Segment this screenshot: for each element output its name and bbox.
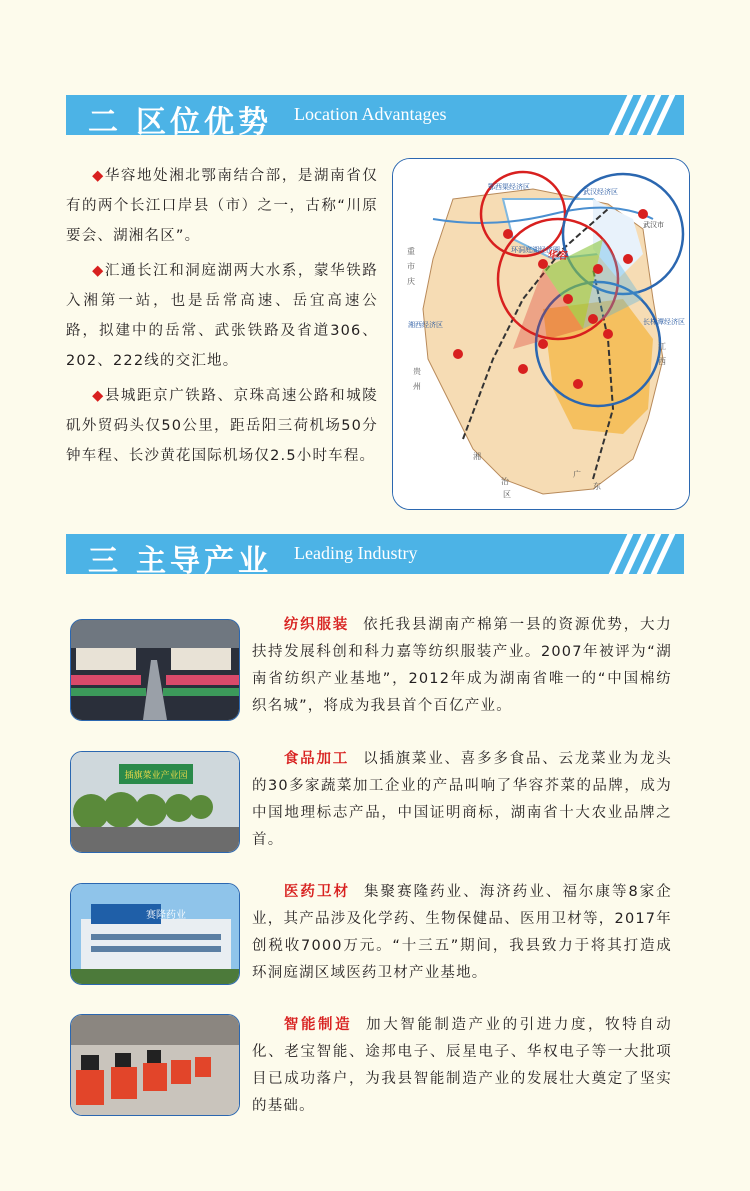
svg-text:区: 区 <box>503 490 511 499</box>
location-map <box>392 158 690 510</box>
section-number: 三 <box>88 544 118 574</box>
industry-food: 食品加工 以插旗菜业、喜多多食品、云龙菜业为龙头的30多家蔬菜加工企业的产品叫响了华容芥菜的品牌，成为中国地理标志产品，中国证明商标，湖南省十大农业品牌之首。 <box>252 751 672 848</box>
svg-text:治: 治 <box>501 477 509 486</box>
industry-textile: 纺织服装 依托我县湖南产棉第一县的资源优势，大力扶持发展科创和科力嘉等纺织服装产业。2007年被评为“湖南省纺织产业基地”，2012年成为湖南省唯一的“中国棉纺织名城”，将成为我县首个百亿产业。 <box>252 617 672 714</box>
section-number: 二 <box>88 105 118 135</box>
section-title: 主导产业 <box>136 544 272 574</box>
svg-text:插旗菜业产业园: 插旗菜业产业园 <box>124 771 188 781</box>
svg-text:华容: 华容 <box>548 251 568 262</box>
section-subtitle: Location Advantages <box>294 104 447 124</box>
section-title: 区位优势 <box>136 105 272 135</box>
stripes-decoration <box>606 534 676 574</box>
industry-medicine: 医药卫材 集聚赛隆药业、海济药业、福尔康等8家企业，其产品涉及化学药、生物保健品、医用卫材等，2017年创税收7000万元。“十三五”期间，我县致力于将其打造成环洞庭湖区域医药卫材产业基地。 <box>252 884 672 981</box>
industry-manufacturing: 智能制造 加大智能制造产业的引进力度，牧特自动化、老宝智能、途邦电子、辰星电子、华权电子等一大批项目已成功落户，为我县智能制造产业的发展壮大奠定了坚实的基础。 <box>252 1017 672 1114</box>
section-banner-industry <box>66 534 684 574</box>
section-subtitle: Leading Industry <box>294 543 418 563</box>
svg-text:重: 重 <box>407 247 415 256</box>
svg-text:州: 州 <box>413 382 421 391</box>
svg-text:市: 市 <box>407 262 415 271</box>
stripes-decoration <box>606 95 676 135</box>
location-paragraph: ◆汇通长江和洞庭湖两大水系，蒙华铁路入湘第一站，也是岳常高速、岳宜高速公路，拟建中的岳常、武张铁路及省道306、202、222线的交汇地。 <box>66 263 378 369</box>
svg-text:赛隆药业: 赛隆药业 <box>146 910 186 921</box>
svg-text:长株潭经济区: 长株潭经济区 <box>643 318 685 326</box>
bullet-icon: ◆ <box>92 388 105 404</box>
bullet-icon: ◆ <box>92 168 105 184</box>
location-paragraph: ◆县城距京广铁路、京珠高速公路和城陵矶外贸码头仅50公里，距岳阳三荷机场50分钟车程、长沙黄花国际机场仅2.5小时车程。 <box>66 388 378 464</box>
svg-text:湘西经济区: 湘西经济区 <box>408 321 443 329</box>
textile-photo <box>70 619 240 721</box>
food-photo <box>70 751 240 853</box>
svg-text:庆: 庆 <box>407 277 415 286</box>
svg-text:西: 西 <box>658 357 666 366</box>
svg-text:湘: 湘 <box>473 452 481 461</box>
medicine-photo <box>70 883 240 985</box>
bullet-icon: ◆ <box>92 263 105 279</box>
svg-text:武汉经济区: 武汉经济区 <box>583 188 618 196</box>
industry-name: 医药卫材 <box>283 884 351 900</box>
location-text <box>66 161 378 476</box>
industry-name: 智能制造 <box>283 1017 353 1033</box>
svg-text:鄂西渠经济区: 鄂西渠经济区 <box>488 183 530 191</box>
svg-text:江: 江 <box>658 342 666 351</box>
section-banner-location <box>66 95 684 135</box>
svg-text:广: 广 <box>573 470 581 479</box>
industry-name: 纺织服装 <box>283 617 350 633</box>
location-paragraph: ◆华容地处湘北鄂南结合部，是湖南省仅有的两个长江口岸县（市）之一，古称“川原要会、湖湘名区”。 <box>66 168 378 244</box>
map-graphic <box>393 159 689 509</box>
manufacturing-photo <box>70 1014 240 1116</box>
svg-text:环洞庭湖经济圈: 环洞庭湖经济圈 <box>511 246 560 254</box>
industry-name: 食品加工 <box>283 751 350 767</box>
svg-text:贵: 贵 <box>413 367 421 376</box>
svg-text:东: 东 <box>593 482 601 491</box>
svg-text:武汉市: 武汉市 <box>643 221 664 229</box>
